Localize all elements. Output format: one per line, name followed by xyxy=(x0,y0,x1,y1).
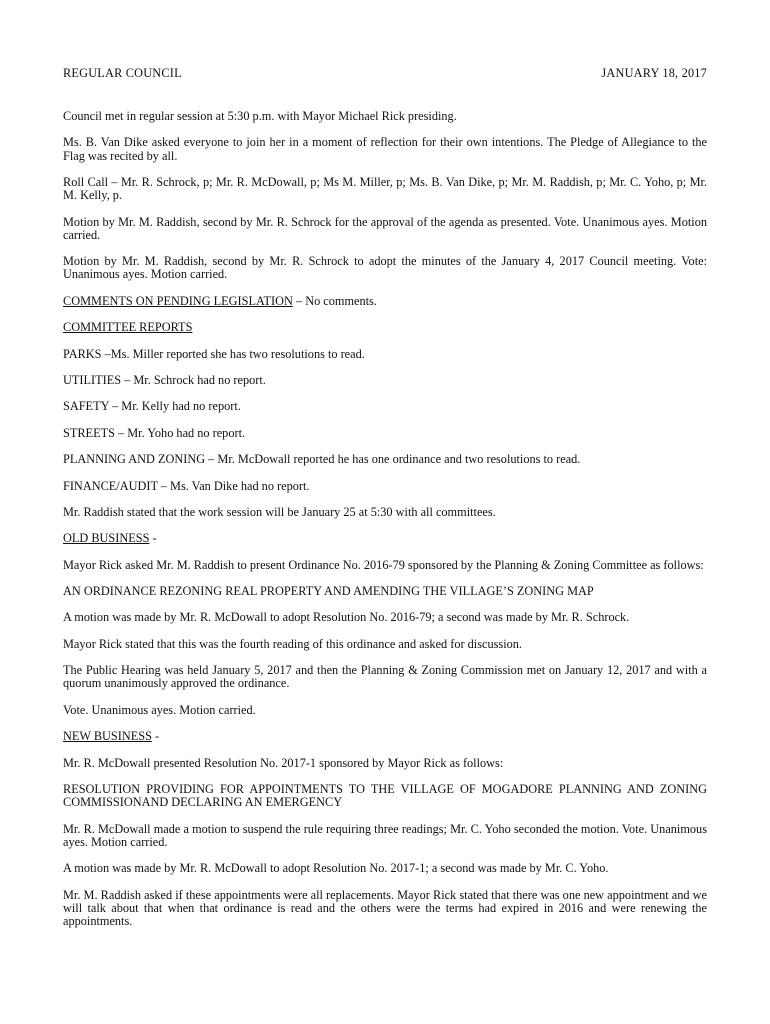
paragraph-safety: SAFETY – Mr. Kelly had no report. xyxy=(63,399,241,414)
paragraph-resolution-title: RESOLUTION PROVIDING FOR APPOINTMENTS TO THE VILLAGE OF MOGADORE PLANNING AND ZONING COMMISSIONAND DECLARING AN EMERGENCY xyxy=(63,782,707,810)
paragraph-roll-call: Roll Call – Mr. R. Schrock, p; Mr. R. McDowall, p; Ms M. Miller, p; Ms. B. Van Dike, p; Mr. M. Raddish, p; Mr. C. Yoho, p; Mr. M. Kelly, p. xyxy=(63,174,707,203)
paragraph-resolution-motion: A motion was made by Mr. R. McDowall to adopt Resolution No. 2017-1; a second was made by Mr. C. Yoho. xyxy=(63,861,609,876)
paragraph-reflection: Ms. B. Van Dike asked everyone to join her in a moment of reflection for their own intentions. The Pledge of Allegiance to the Flag was recited by all. xyxy=(63,135,707,163)
paragraph-ordinance-presentation: Mayor Rick asked Mr. M. Raddish to present Ordinance No. 2016-79 sponsored by the Planning & Zoning Committee as follows: xyxy=(63,557,704,572)
heading-old-business: OLD BUSINESS xyxy=(63,531,150,546)
paragraph-utilities: UTILITIES – Mr. Schrock had no report. xyxy=(63,372,266,387)
paragraph-resolution-presentation: Mr. R. McDowall presented Resolution No. 2017-1 sponsored by Mayor Rick as follows: xyxy=(63,755,504,770)
paragraph-parks: PARKS –Ms. Miller reported she has two resolutions to read. xyxy=(63,346,365,361)
new-business-dash: - xyxy=(151,729,160,744)
document-header xyxy=(63,66,707,81)
paragraph-ordinance-vote: Vote. Unanimous ayes. Motion carried. xyxy=(63,702,256,717)
heading-pending-legislation: COMMENTS ON PENDING LEGISLATION xyxy=(63,293,293,308)
paragraph-appointments-discussion: Mr. M. Raddish asked if these appointments were all replacements. Mayor Rick stated that there was one new appointment and we will talk about that when that ordinance is read and the others were the terms had expired in 2016 and were renewing the appointments. xyxy=(63,887,707,928)
paragraph-minutes-motion: Motion by Mr. M. Raddish, second by Mr. R. Schrock to adopt the minutes of the January 4, 2017 Council meeting. Vote: Unanimous ayes. Motion carried. xyxy=(63,254,707,282)
paragraph-planning-zoning: PLANNING AND ZONING – Mr. McDowall reported he has one ordinance and two resolutions to read. xyxy=(63,452,581,467)
paragraph-suspend-rule: Mr. R. McDowall made a motion to suspend the rule requiring three readings; Mr. C. Yoho seconded the motion. Vote. Unanimous ayes. Motion carried. xyxy=(63,821,707,849)
paragraph-pending-legislation xyxy=(63,295,707,308)
heading-new-business: NEW BUSINESS xyxy=(63,729,152,744)
paragraph-public-hearing: The Public Hearing was held January 5, 2017 and then the Planning & Zoning Commission met on January 12, 2017 and with a quorum unanimously approved the ordinance. xyxy=(63,663,707,691)
paragraph-ordinance-motion: A motion was made by Mr. R. McDowall to adopt Resolution No. 2016-79; a second was made by Mr. R. Schrock. xyxy=(63,610,630,625)
paragraph-new-business xyxy=(63,730,707,743)
pending-legislation-text: – No comments. xyxy=(292,293,377,308)
old-business-dash: - xyxy=(149,531,157,546)
header-title: REGULAR COUNCIL xyxy=(63,66,182,80)
paragraph-streets: STREETS – Mr. Yoho had no report. xyxy=(63,425,246,440)
committee-reports-label: COMMITTEE REPORTS xyxy=(63,320,193,335)
paragraph-finance-audit: FINANCE/AUDIT – Ms. Van Dike had no report. xyxy=(63,478,310,493)
paragraph-old-business xyxy=(63,532,707,545)
heading-committee-reports xyxy=(63,321,707,334)
document-body xyxy=(63,110,707,941)
header-date: JANUARY 18, 2017 xyxy=(601,66,707,80)
paragraph-work-session: Mr. Raddish stated that the work session will be January 25 at 5:30 with all committees. xyxy=(63,504,496,519)
paragraph-ordinance-title: AN ORDINANCE REZONING REAL PROPERTY AND AMENDING THE VILLAGE’S ZONING MAP xyxy=(63,584,594,599)
paragraph-session-opening: Council met in regular session at 5:30 p.m. with Mayor Michael Rick presiding. xyxy=(63,109,457,123)
paragraph-agenda-motion: Motion by Mr. M. Raddish, second by Mr. R. Schrock for the approval of the agenda as presented. Vote. Unanimous ayes. Motion carried. xyxy=(63,214,707,242)
paragraph-fourth-reading: Mayor Rick stated that this was the fourth reading of this ordinance and asked for discussion. xyxy=(63,636,522,651)
